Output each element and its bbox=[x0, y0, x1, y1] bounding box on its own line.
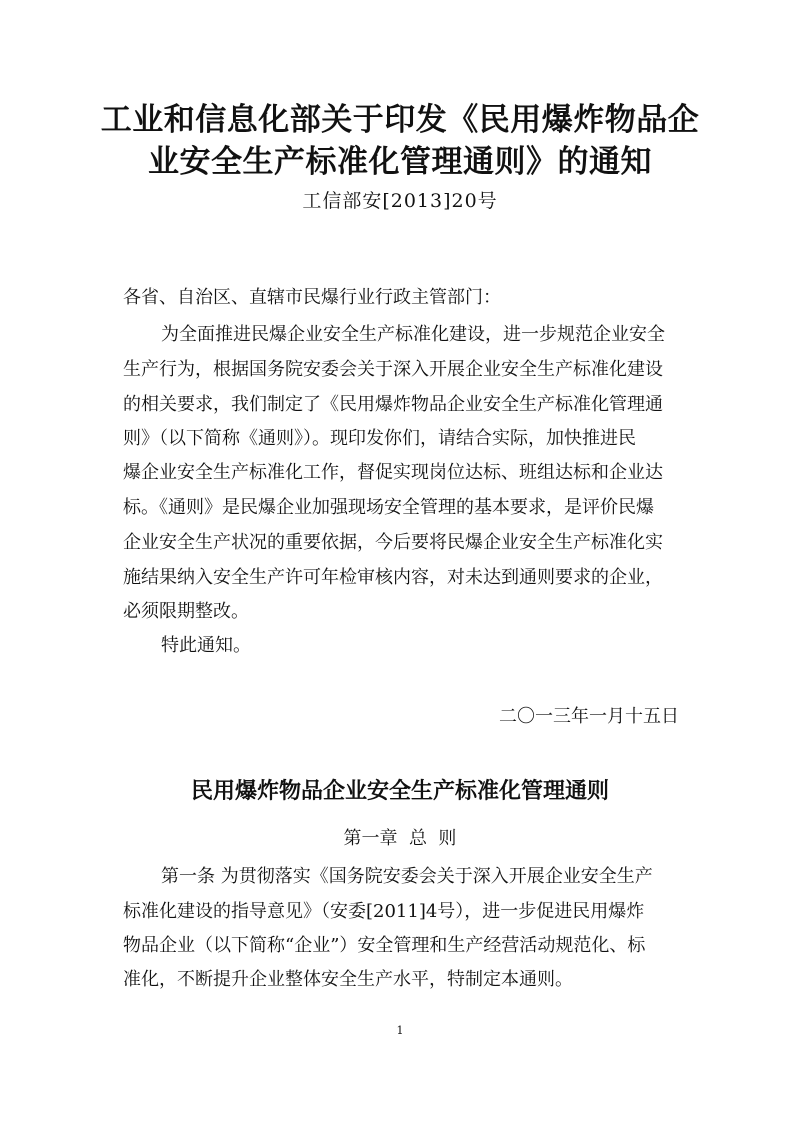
body-line: 的相关要求，我们制定了《民用爆炸物品企业安全生产标准化管理通 bbox=[123, 394, 663, 415]
salutation: 各省、自治区、直辖市民爆行业行政主管部门： bbox=[123, 287, 501, 308]
closing-text: 特此通知。 bbox=[161, 635, 251, 656]
body-line: 企业安全生产状况的重要依据，今后要将民爆企业安全生产标准化实 bbox=[123, 532, 663, 553]
notice-title-line-2: 业安全生产标准化管理通则》的通知 bbox=[148, 144, 652, 180]
page-number: 1 bbox=[396, 1024, 404, 1037]
document-number: 工信部安[2013]20号 bbox=[302, 190, 498, 212]
issue-date: 二〇一三年一月十五日 bbox=[499, 706, 679, 727]
chapter-heading: 第一章 总 则 bbox=[343, 828, 457, 849]
article-line: 第一条 为贯彻落实《国务院安委会关于深入开展企业安全生产 bbox=[161, 866, 653, 887]
body-line: 标。《通则》是民爆企业加强现场安全管理的基本要求，是评价民爆 bbox=[123, 497, 654, 518]
body-line: 生产行为，根据国务院安委会关于深入开展企业安全生产标准化建设 bbox=[123, 359, 663, 380]
body-line: 爆企业安全生产标准化工作，督促实现岗位达标、班组达标和企业达 bbox=[123, 462, 663, 483]
body-line: 施结果纳入安全生产许可年检审核内容，对未达到通则要求的企业， bbox=[123, 567, 663, 588]
body-line: 必须限期整改。 bbox=[123, 601, 249, 622]
rules-title: 民用爆炸物品企业安全生产标准化管理通则 bbox=[190, 779, 609, 804]
notice-title-line-1: 工业和信息化部关于印发《民用爆炸物品企 bbox=[100, 102, 700, 138]
body-line: 则》（以下简称《通则》）。现印发你们，请结合实际，加快推进民 bbox=[123, 428, 636, 449]
article-line: 标准化建设的指导意见》（安委[2011]4号），进一步促进民用爆炸 bbox=[123, 901, 645, 922]
article-line: 物品企业（以下简称“企业”）安全管理和生产经营活动规范化、标 bbox=[123, 935, 646, 956]
article-line: 准化，不断提升企业整体安全生产水平，特制定本通则。 bbox=[123, 969, 573, 990]
body-line: 为全面推进民爆企业安全生产标准化建设，进一步规范企业安全 bbox=[161, 324, 665, 345]
